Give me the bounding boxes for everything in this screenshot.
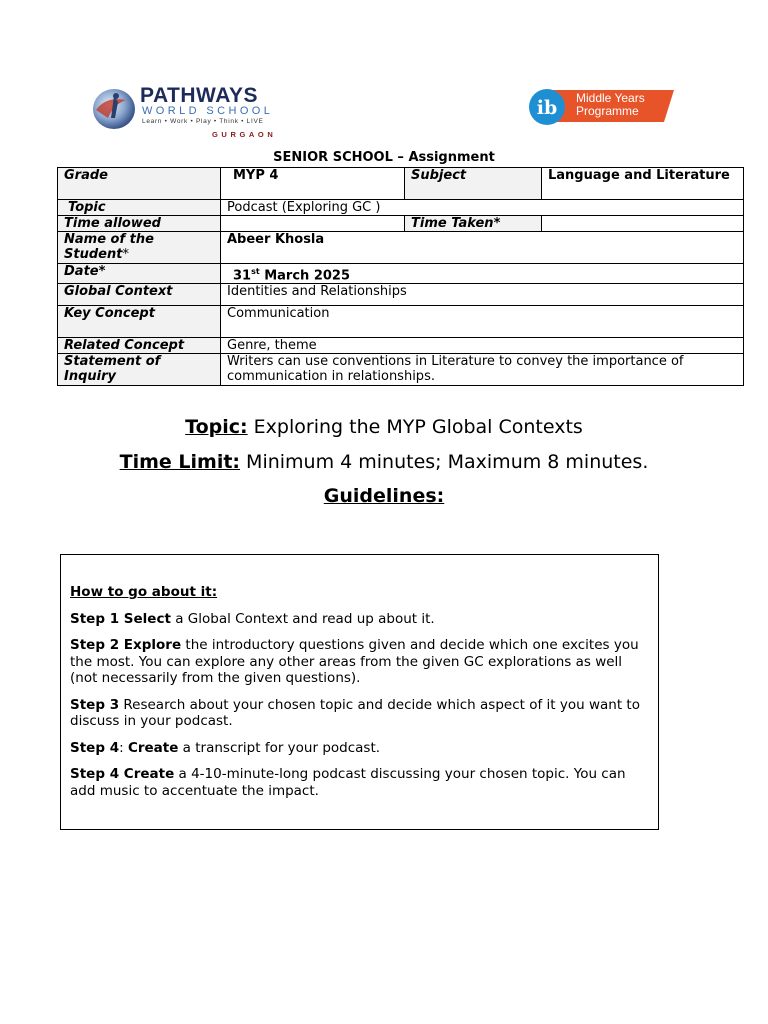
time-limit-heading <box>0 451 768 473</box>
ib-programme-text <box>576 92 645 118</box>
ib-line1: Middle Years <box>576 91 645 105</box>
date-value <box>221 264 744 284</box>
topic-heading-label: Topic: <box>185 416 248 438</box>
assignment-info-table <box>57 167 744 386</box>
related-concept-label: Related Concept <box>58 338 221 354</box>
step-4a-lead: Step 4 <box>70 739 120 756</box>
pathways-subtitle: WORLD SCHOOL <box>142 105 274 117</box>
guidelines-heading-label: Guidelines: <box>323 485 445 507</box>
step-4b-text: a 4-10-minute-long podcast discussing your chosen topic. You can add music to accentuate the impact. <box>70 766 626 799</box>
grade-value: MYP 4 <box>221 168 405 200</box>
topic-heading-text: Exploring the MYP Global Contexts <box>247 416 583 438</box>
time-taken-label: Time Taken* <box>405 216 542 232</box>
inquiry-label: Statement of Inquiry <box>58 354 221 386</box>
step-4a-text: a transcript for your podcast. <box>178 739 381 756</box>
related-concept-value: Genre, theme <box>221 338 744 354</box>
student-value: Abeer Khosla <box>221 232 744 264</box>
step-2-text: the introductory questions given and decide which one excites you the most. You can explore any other areas from the given GC explorations as well (not necessarily from the given questions). <box>70 637 639 686</box>
time-limit-text: Minimum 4 minutes; Maximum 8 minutes. <box>240 451 649 473</box>
time-taken-value <box>542 216 744 232</box>
howto-heading: How to go about it: <box>70 584 218 600</box>
pathways-emblem-icon <box>92 88 136 130</box>
time-allowed-label: Time allowed <box>58 216 221 232</box>
pathways-logo <box>92 84 294 144</box>
step-1-text: a Global Context and read up about it. <box>170 610 435 627</box>
guidelines-heading <box>0 485 768 507</box>
step-3-lead: Step 3 <box>70 696 120 713</box>
student-label-text: Name of the Student <box>64 232 154 262</box>
date-suffix: st <box>251 267 260 276</box>
time-limit-label: Time Limit: <box>119 451 241 473</box>
date-label: Date* <box>58 264 221 284</box>
step-4-podcast <box>70 766 649 799</box>
topic-label: Topic <box>58 200 221 216</box>
date-day: 31 <box>233 268 252 284</box>
grade-label: Grade <box>58 168 221 200</box>
pathways-tagline: Learn • Work • Play • Think • LIVE <box>142 118 264 125</box>
guidelines-box <box>60 554 659 830</box>
ib-myp-logo <box>528 88 674 126</box>
step-1 <box>70 611 649 628</box>
ib-circle-icon <box>528 88 566 126</box>
svg-text:ib: ib <box>536 97 558 119</box>
step-3 <box>70 697 649 730</box>
step-4-transcript <box>70 740 649 757</box>
pathways-name: PATHWAYS <box>140 84 258 107</box>
subject-label: Subject <box>405 168 542 200</box>
topic-heading <box>0 416 768 438</box>
key-concept-value: Communication <box>221 306 744 338</box>
step-2-lead: Step 2 Explore <box>70 637 182 653</box>
step-4b-lead: Step 4 Create <box>70 766 175 782</box>
step-4a-colon: : <box>119 739 128 756</box>
student-required-mark: * <box>122 247 129 262</box>
key-concept-label: Key Concept <box>58 306 221 338</box>
global-context-value: Identities and Relationships <box>221 284 744 306</box>
date-rest: March 2025 <box>259 268 351 284</box>
global-context-label: Global Context <box>58 284 221 306</box>
student-label <box>58 232 221 264</box>
step-4a-lead2: Create <box>127 739 179 756</box>
step-3-text: Research about your chosen topic and decide which aspect of it you want to discuss in your podcast. <box>70 696 640 729</box>
assignment-title: SENIOR SCHOOL – Assignment <box>273 150 495 165</box>
ib-line2: Programme <box>576 104 639 118</box>
step-2 <box>70 637 649 687</box>
topic-value: Podcast (Exploring GC ) <box>221 200 744 216</box>
step-1-lead: Step 1 Select <box>70 610 171 627</box>
pathways-city: GURGAON <box>212 130 277 139</box>
subject-value: Language and Literature <box>542 168 744 200</box>
time-allowed-value <box>221 216 405 232</box>
inquiry-value: Writers can use conventions in Literature to convey the importance of communication in relationships. <box>221 354 744 386</box>
